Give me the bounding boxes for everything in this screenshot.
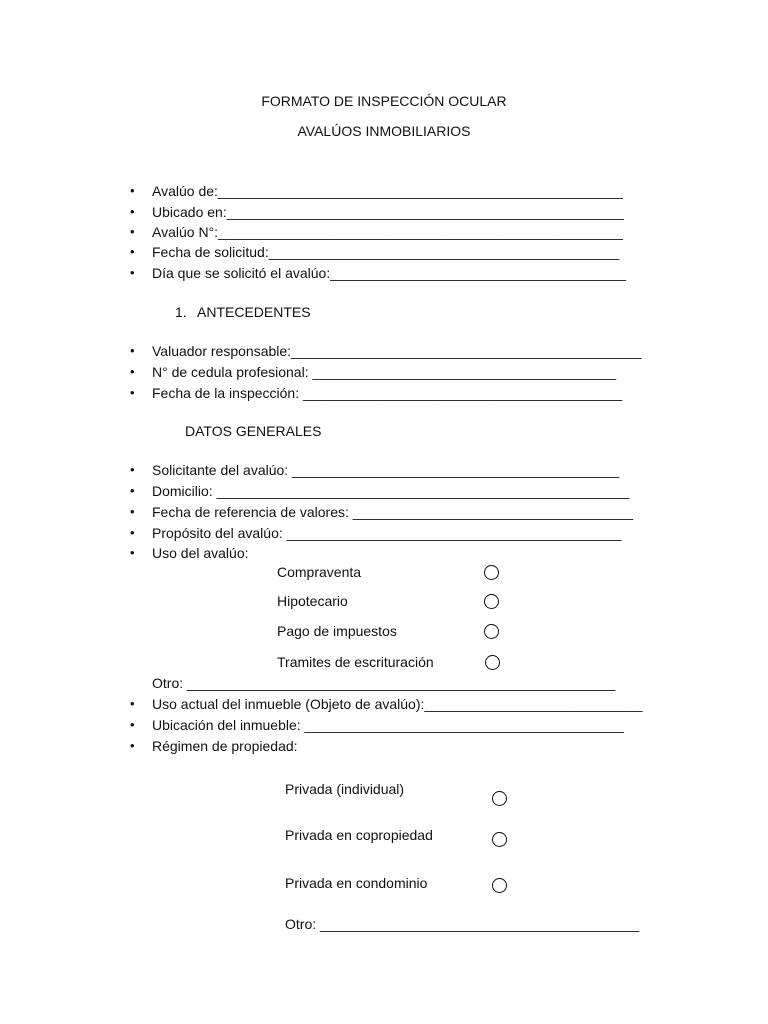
field-uso-otro[interactable]: Otro: _______________________________________________________ [152, 675, 616, 691]
field-avaluo-numero[interactable]: Avalúo N°:____________________________________________________ [152, 224, 623, 240]
option-label-condominio: Privada en condominio [285, 875, 428, 891]
bullet-icon: • [130, 525, 135, 540]
option-label-pago-impuestos: Pago de impuestos [277, 623, 397, 639]
field-fecha-inspeccion[interactable]: Fecha de la inspección: _________________________________________ [152, 385, 623, 401]
bullet-icon: • [130, 717, 135, 732]
bullet-icon: • [130, 738, 135, 753]
bullet-icon: • [130, 696, 135, 711]
antecedentes-heading: ANTECEDENTES [197, 304, 311, 320]
field-proposito[interactable]: Propósito del avalúo: ___________________________________________ [152, 525, 622, 541]
bullet-icon: • [130, 545, 135, 560]
radio-circle-icon[interactable] [484, 594, 499, 609]
radio-circle-icon[interactable] [484, 565, 499, 580]
field-cedula-profesional[interactable]: N° de cedula profesional: _______________________________________ [152, 364, 617, 380]
field-valuador-responsable[interactable]: Valuador responsable:_____________________________________________ [152, 343, 642, 359]
form-title: FORMATO DE INSPECCIÓN OCULAR [261, 93, 507, 109]
radio-circle-icon[interactable] [492, 878, 507, 893]
radio-circle-icon[interactable] [485, 655, 500, 670]
option-label-copropiedad: Privada en copropiedad [285, 827, 433, 843]
field-regimen-otro[interactable]: Otro: _________________________________________ [285, 916, 640, 932]
bullet-icon: • [130, 204, 135, 219]
field-uso-avaluo-label: Uso del avalúo: [152, 545, 249, 561]
field-solicitante[interactable]: Solicitante del avalúo: __________________________________________ [152, 462, 620, 478]
option-label-privada-individual: Privada (individual) [285, 781, 405, 797]
form-subtitle: AVALÚOS INMOBILIARIOS [297, 123, 471, 139]
field-ubicacion-inmueble[interactable]: Ubicación del inmueble: _________________________________________ [152, 717, 624, 733]
field-fecha-referencia[interactable]: Fecha de referencia de valores: ____________________________________ [152, 504, 634, 520]
field-ubicado-en[interactable]: Ubicado en:___________________________________________________ [152, 204, 624, 220]
field-uso-actual[interactable]: Uso actual del inmueble (Objeto de avalúo):____________________________ [152, 696, 643, 712]
bullet-icon: • [130, 504, 135, 519]
radio-circle-icon[interactable] [484, 624, 499, 639]
datos-generales-heading: DATOS GENERALES [185, 423, 322, 439]
bullet-icon: • [130, 483, 135, 498]
bullet-icon: • [130, 265, 135, 280]
radio-circle-icon[interactable] [492, 832, 507, 847]
bullet-icon: • [130, 462, 135, 477]
bullet-icon: • [130, 224, 135, 239]
bullet-icon: • [130, 183, 135, 198]
bullet-icon: • [130, 385, 135, 400]
field-regimen-label: Régimen de propiedad: [152, 738, 298, 754]
radio-circle-icon[interactable] [492, 791, 507, 806]
option-label-hipotecario: Hipotecario [277, 593, 348, 609]
field-avaluo-de[interactable]: Avalúo de:____________________________________________________ [152, 183, 623, 199]
option-label-compraventa: Compraventa [277, 564, 362, 580]
field-fecha-solicitud[interactable]: Fecha de solicitud:_____________________________________________ [152, 244, 620, 260]
bullet-icon: • [130, 343, 135, 358]
bullet-icon: • [130, 244, 135, 259]
field-dia-solicito[interactable]: Día que se solicitó el avalúo:______________________________________ [152, 265, 627, 281]
bullet-icon: • [130, 364, 135, 379]
field-domicilio[interactable]: Domicilio: _____________________________________________________ [152, 483, 630, 499]
option-label-tramites: Tramites de escrituración [277, 654, 434, 670]
antecedentes-number: 1. [175, 304, 187, 320]
